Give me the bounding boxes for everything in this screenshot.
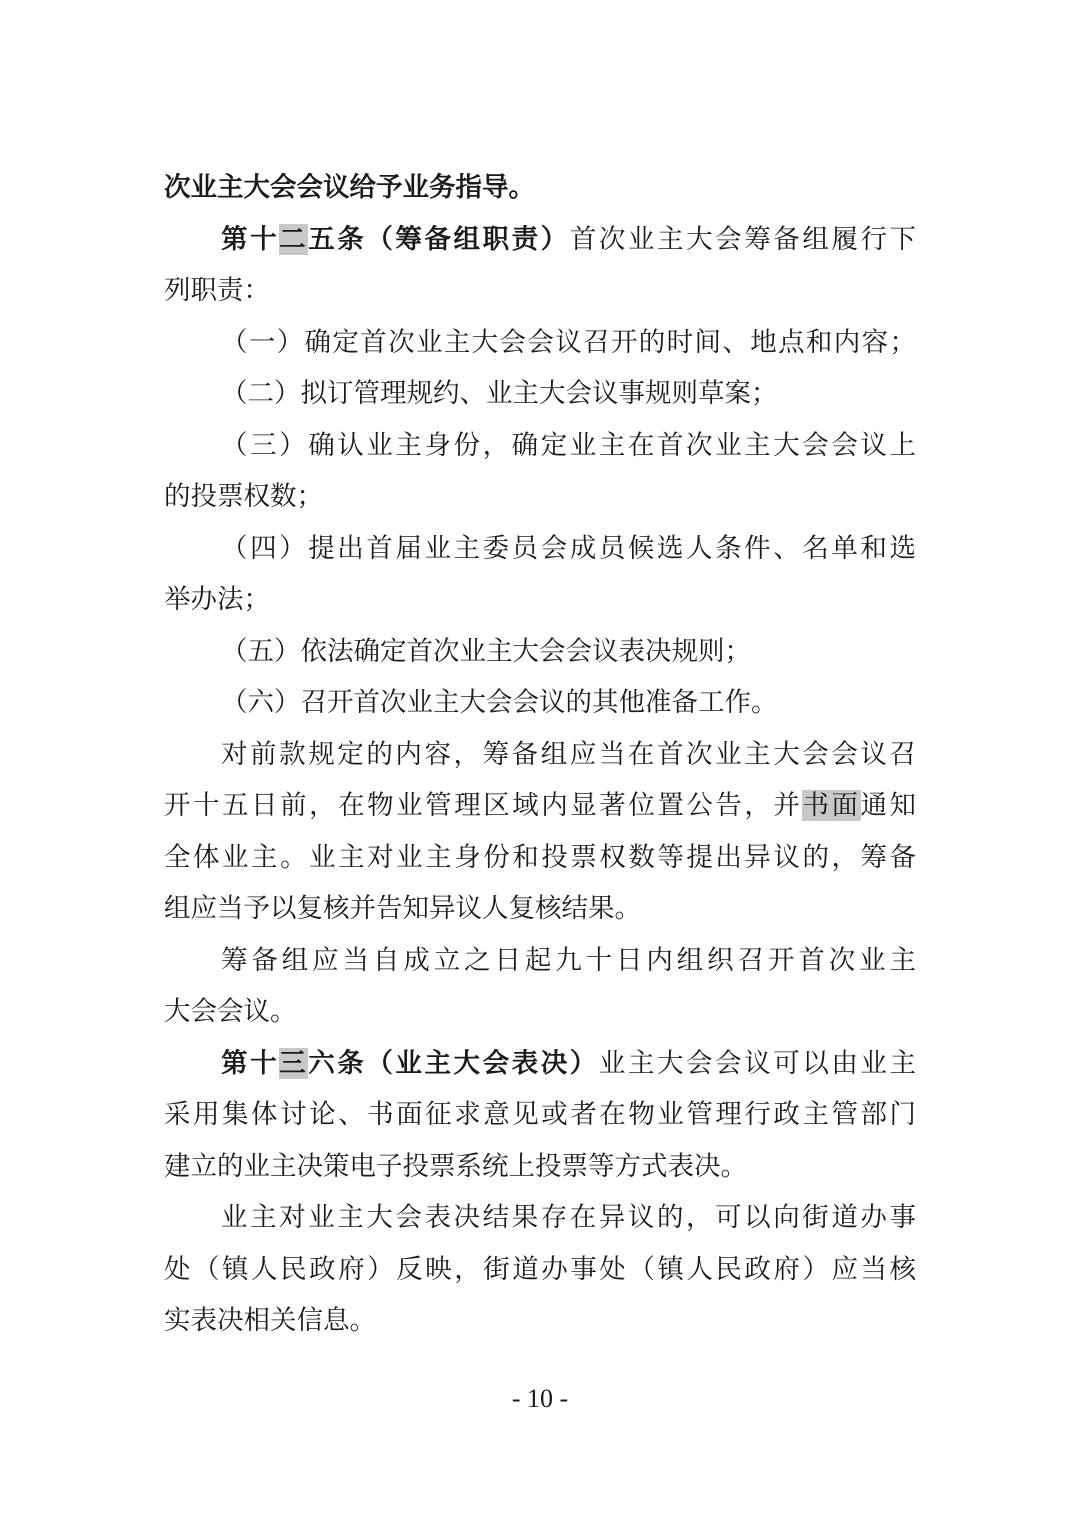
article-title: 六条（业主大会表决） <box>308 1047 599 1079</box>
article-number: 第十 <box>221 1047 280 1079</box>
document-body <box>164 162 916 1347</box>
text-segment: 开十五日前，在物业管理区域内显著位置公告，并 <box>164 790 803 821</box>
text-line: 的投票权数； <box>164 481 323 512</box>
list-item: （三）确认业主身份，确定业主在首次业主大会会议上 <box>221 429 916 461</box>
text-line: 次业主大会会议给予业务指导。 <box>164 172 535 203</box>
article-number: 第十 <box>221 223 280 255</box>
article-title: 五条（筹备组职责） <box>308 223 570 255</box>
text-line: 业主对业主大会表决结果存在异议的，可以向街道办事 <box>221 1202 916 1233</box>
list-item: （六）召开首次业主大会会议的其他准备工作。 <box>221 687 778 718</box>
list-item: （五）依法确定首次业主大会会议表决规则； <box>221 635 751 667</box>
list-item: （四）提出首届业主委员会成员候选人条件、名单和选 <box>221 532 916 564</box>
highlighted-text: 三 <box>279 1047 309 1079</box>
text-line: 大会会议。 <box>164 996 297 1027</box>
text-line <box>164 780 916 832</box>
article-25-heading <box>164 214 916 266</box>
text-line: 首次业主大会筹备组履行下 <box>569 223 917 255</box>
text-line: 采用集体讨论、书面征求意见或者在物业管理行政主管部门 <box>164 1099 916 1130</box>
text-line: 组应当予以复核并告知异议人复核结果。 <box>164 893 641 924</box>
text-line: 处（镇人民政府）反映，街道办事处（镇人民政府）应当核 <box>164 1253 916 1285</box>
highlighted-text: 书面 <box>802 790 861 821</box>
text-line: 列职责： <box>164 275 270 306</box>
article-26-heading <box>164 1038 916 1090</box>
list-item: （一）确定首次业主大会会议召开的时间、地点和内容； <box>221 326 916 358</box>
page-number: - 10 - <box>511 1384 569 1413</box>
text-line: 全体业主。业主对业主身份和投票权数等提出异议的，筹备 <box>164 841 916 873</box>
text-line: 业主大会会议可以由业主 <box>598 1047 917 1079</box>
text-line: 建立的业主决策电子投票系统上投票等方式表决。 <box>164 1150 747 1182</box>
text-line: 实表决相关信息。 <box>164 1305 376 1336</box>
highlighted-text: 二 <box>279 223 309 255</box>
text-line: 对前款规定的内容，筹备组应当在首次业主大会会议召 <box>221 738 916 770</box>
list-item: （二）拟订管理规约、业主大会议事规则草案； <box>221 378 778 409</box>
text-line: 筹备组应当自成立之日起九十日内组织召开首次业主 <box>221 944 916 976</box>
text-segment: 通知 <box>860 790 917 821</box>
text-line: 举办法； <box>164 584 270 615</box>
